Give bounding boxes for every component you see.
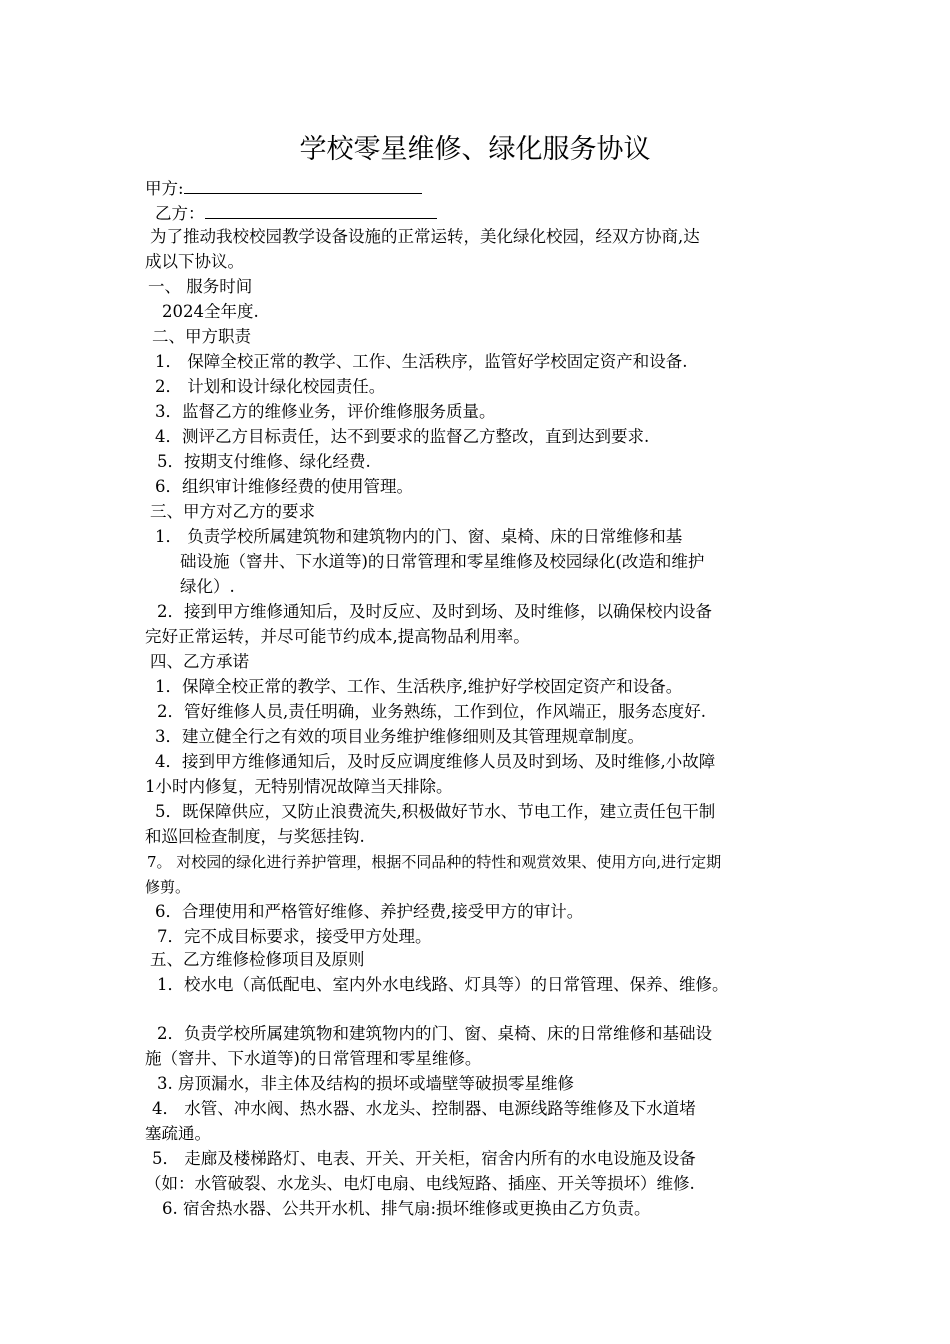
- section-5-item: 塞疏通。: [145, 1124, 211, 1143]
- section-3-item-2-line: 2．接到甲方维修通知后，及时反应、及时到场、及时维修，以确保校内设备: [157, 602, 712, 621]
- section-4-heading: 四、乙方承诺: [150, 652, 249, 671]
- section-1-heading: 一、 服务时间: [148, 277, 253, 296]
- section-4-item: 7．完不成目标要求，接受甲方处理。: [157, 927, 432, 946]
- section-4-item: 5．既保障供应，又防止浪费流失,积极做好节水、节电工作，建立责任包干制: [155, 802, 716, 821]
- intro-line-1: 为了推动我校校园教学设备设施的正常运转，美化绿化校园，经双方协商,达: [150, 227, 700, 246]
- section-3-item-1-line: 1． 负责学校所属建筑物和建筑物内的门、窗、桌椅、床的日常维修和基: [155, 527, 683, 546]
- section-5-item: （如：水管破裂、水龙头、电灯电扇、电线短路、插座、开关等损坏）维修.: [145, 1174, 695, 1193]
- section-4-item: 4．接到甲方维修通知后，及时反应调度维修人员及时到场、及时维修,小故障: [155, 752, 716, 771]
- section-5-heading: 五、乙方维修检修项目及原则: [150, 950, 365, 969]
- intro-line-2: 成以下协议。: [145, 252, 244, 271]
- section-2-item: 5．按期支付维修、绿化经费.: [157, 452, 371, 471]
- section-2-item: 2． 计划和设计绿化校园责任。: [155, 377, 386, 396]
- section-2-item: 6．组织审计维修经费的使用管理。: [155, 477, 413, 496]
- party-b-blank: [205, 200, 437, 219]
- party-b-label: 乙方：: [155, 204, 205, 223]
- section-3-item-1-line: 绿化）.: [180, 577, 235, 596]
- party-a-blank: [184, 175, 422, 194]
- section-4-item: 1小时内修复，无特别情况故障当天排除。: [145, 777, 453, 796]
- party-b-line: [155, 200, 437, 226]
- document-title: 学校零星维修、绿化服务协议: [299, 134, 651, 165]
- section-4-item: 和巡回检查制度，与奖惩挂钩.: [145, 827, 365, 846]
- section-3-item-2-line: 完好正常运转，并尽可能节约成本,提高物品利用率。: [145, 627, 530, 646]
- section-5-item: 4． 水管、冲水阀、热水器、水龙头、控制器、电源线路等维修及下水道堵: [152, 1099, 696, 1118]
- section-4-item: 3．建立健全行之有效的项目业务维护维修细则及其管理规章制度。: [155, 727, 644, 746]
- section-2-item: 1． 保障全校正常的教学、工作、生活秩序，监管好学校固定资产和设备.: [155, 352, 688, 371]
- section-5-item: 施（窨井、下水道等)的日常管理和零星维修。: [145, 1049, 482, 1068]
- section-2-heading: 二、甲方职责: [152, 327, 251, 346]
- section-4-item: 1．保障全校正常的教学、工作、生活秩序,维护好学校固定资产和设备。: [155, 677, 683, 696]
- section-4-item: 7。 对校园的绿化进行养护管理，根据不同品种的特性和观赏效果、使用方向,进行定期: [147, 853, 722, 871]
- section-5-item: 6. 宿舍热水器、公共开水机、排气扇:损坏维修或更换由乙方负责。: [162, 1199, 651, 1218]
- section-2-item: 3．监督乙方的维修业务，评价维修服务质量。: [155, 402, 496, 421]
- section-3-heading: 三、甲方对乙方的要求: [150, 502, 315, 521]
- section-4-item: 2．管好维修人员,责任明确，业务熟练，工作到位，作风端正，服务态度好.: [157, 702, 706, 721]
- party-a-line: [145, 175, 422, 201]
- section-5-item: 3. 房顶漏水，非主体及结构的损坏或墙壁等破损零星维修: [157, 1074, 574, 1093]
- party-a-label: 甲方:: [145, 179, 184, 198]
- section-2-item: 4．测评乙方目标责任，达不到要求的监督乙方整改，直到达到要求.: [155, 427, 650, 446]
- section-5-item: 2．负责学校所属建筑物和建筑物内的门、窗、桌椅、床的日常维修和基础设: [157, 1024, 712, 1043]
- section-3-item-1-line: 础设施（窨井、下水道等)的日常管理和零星维修及校园绿化(改造和维护: [180, 552, 705, 571]
- section-5-item: 5． 走廊及楼梯路灯、电表、开关、开关柜，宿舍内所有的水电设施及设备: [152, 1149, 696, 1168]
- section-5-item: 1．校水电（高低配电、室内外水电线路、灯具等）的日常管理、保养、维修。: [157, 975, 729, 994]
- section-1-content: 2024全年度.: [162, 302, 259, 321]
- section-4-item: 修剪。: [145, 878, 191, 896]
- section-4-item: 6．合理使用和严格管好维修、养护经费,接受甲方的审计。: [155, 902, 584, 921]
